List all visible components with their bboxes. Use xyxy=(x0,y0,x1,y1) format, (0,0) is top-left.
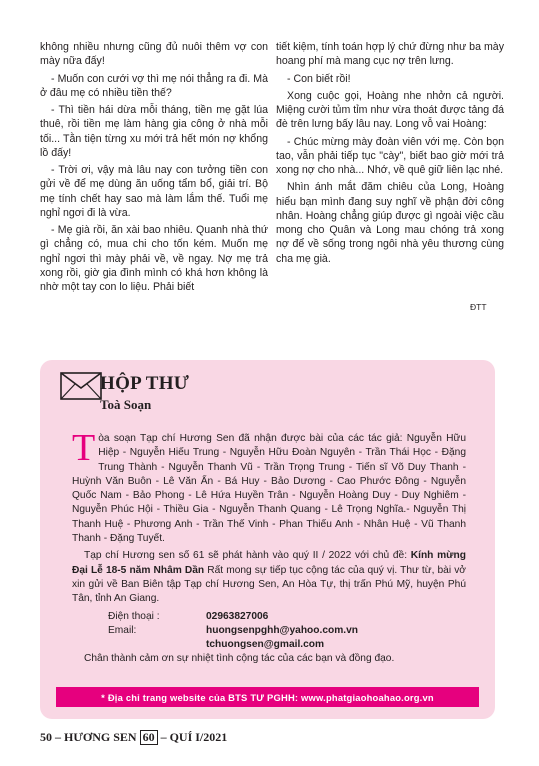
story-paragraph: - Thì tiền hái dừa mỗi tháng, tiền mẹ gặt lúa thuê, rồi tiền mẹ làm hàng gia công ở nhà mỗi tối... Tằn tiện từng xu mới trả hết món nợ khổng lồ đấy! xyxy=(40,104,268,159)
email-primary[interactable]: huongsenpghh@yahoo.com.vn xyxy=(206,624,358,636)
mailbox-section xyxy=(40,360,495,719)
phone-number: 02963827006 xyxy=(206,610,269,622)
story-paragraph: - Con biết rồi! xyxy=(287,72,351,85)
mailbox-body xyxy=(72,427,466,670)
story-column-right xyxy=(276,40,504,269)
story-paragraph: không nhiều nhưng cũng đủ nuôi thêm vợ con mày nữa đấy! xyxy=(40,41,268,68)
phone-label: Điện thoại : xyxy=(108,610,160,622)
story-paragraph: tiết kiệm, tính toán hợp lý chứ đừng như ba mày hoang phí mà mang cục nợ trên lưng. xyxy=(276,41,504,68)
story-paragraph: - Chúc mừng mày đoàn viên với mẹ. Còn bọn tao, vẫn phải tiếp tục "cày", biết bao giờ mới trả xong nợ cho nhà... Nhớ, về quê giữ liên lạc nhé. xyxy=(276,135,504,176)
dropcap: T xyxy=(72,427,96,469)
contact-info xyxy=(108,610,466,653)
story-paragraph: - Mẹ già rồi, ăn xài bao nhiêu. Quanh nhà thứ gì chẳng có, mua chi cho tốn kém. Muốn mẹ nghỉ ngơi thì mày phải về, về ngay. Nợ mẹ trả xong rồi, giờ gia đình mình có khá hơn không là nhờ một tay con lo liệu. Phải biết xyxy=(40,224,268,293)
story-column-left xyxy=(40,40,268,297)
story-paragraph: Xong cuộc gọi, Hoàng nhe nhởn cả người. Miệng cười tủm tỉm như vừa thoát được tảng đá đè trên lưng bấy lâu nay. Long vỗ vai Hoàng: xyxy=(276,89,504,131)
mailbox-subtitle: Toà Soạn xyxy=(100,397,152,412)
mailbox-title: HỘP THƯ xyxy=(100,373,190,394)
mailbox-issue-note xyxy=(72,549,466,606)
issue-prefix: Tạp chí Hương sen số 61 sẽ phát hành vào quý II / 2022 với chủ đề: xyxy=(84,550,411,562)
issue-quarter: – QUÍ I/2021 xyxy=(160,730,228,744)
mailbox-intro xyxy=(72,427,466,546)
story-paragraph: Nhìn ánh mắt đăm chiêu của Long, Hoàng hiểu bạn mình đang suy nghĩ về phận đời công nhân. Hoàng chẳng giúp được gì ngoài việc cầu mong cho Quân và Long mau chóng trả xong nợ để về sống trong ngôi nhà yêu thương cùng cha mẹ già. xyxy=(276,181,504,265)
magazine-name: – HƯƠNG SEN xyxy=(55,730,137,744)
page-footer xyxy=(40,730,227,745)
issue-number: 60 xyxy=(140,730,158,745)
email-label: Email: xyxy=(108,624,137,636)
issue-suffix: Rất mong sự tiếp tục cộng tác của quý vị. Thư từ, bài vở xin gửi về Ban Biên tập Tạp chí Hương Sen, An Hòa Tự, thị trấn Phú Mỹ, huyện Phú Tân, tỉnh An Giang. xyxy=(72,564,466,605)
email-secondary[interactable]: tchuongsen@gmail.com xyxy=(206,639,325,651)
page-number: 50 xyxy=(40,730,52,744)
mailbox-authors-text: òa soạn Tạp chí Hương Sen đã nhận được bài của các tác giả: Nguyễn Hữu Hiệp - Nguyễn Hiếu Trung - Nguyễn Hữu Đoàn Nguyên - Trần Thái Học - Đặng Trung Thành - Nguyễn Thanh Vũ - Trần Trọng Trung - Tiến sĩ Võ Duy Thanh - Huỳnh Văn Buôn - Lê Văn Ẩn - Bá Huy - Bảo Dương - Cao Phước Đông - Nguyễn Quốc Nam - Bảo Phong - Lê Hứa Huyền Trân - Nguyễn Hoàng Duy - Duy Nghiêm - Nguyễn Phúc Hội - Thiều Gia - Nguyễn Thanh Quang - Lê Trọng Nghĩa.- Nguyễn Thị Thanh Huệ - Phương Anh - Trần Thế Vinh - Phan Thiếu Anh - Nhân Huệ - Vũ Thanh Thanh - Đặng Tuyết. xyxy=(72,433,466,545)
issue-theme: Kính mừng Đại Lễ 18-5 năm Nhâm Dần xyxy=(72,550,466,576)
mailbox-thanks: Chân thành cảm ơn sự nhiệt tình cộng tác của các bạn và đồng đạo. xyxy=(84,653,395,665)
story-author: ĐTT xyxy=(470,302,487,312)
story-paragraph: - Trời ơi, vậy mà lâu nay con tưởng tiền con gửi về để mẹ dùng ăn uống tẩm bổ, giải trí. Bộ mẹ tính chết hay sao mà làm lắm thế. Tuổi mẹ nghỉ ngơi đi là vừa. xyxy=(40,164,268,219)
website-banner[interactable]: * Địa chỉ trang website của BTS TƯ PGHH: www.phatgiaohoahao.org.vn xyxy=(56,687,479,707)
story-paragraph: - Muốn con cưới vợ thì mẹ nói thẳng ra đi. Mà ở đâu mẹ có nhiều tiền thế? xyxy=(40,72,268,99)
envelope-icon xyxy=(60,372,102,400)
